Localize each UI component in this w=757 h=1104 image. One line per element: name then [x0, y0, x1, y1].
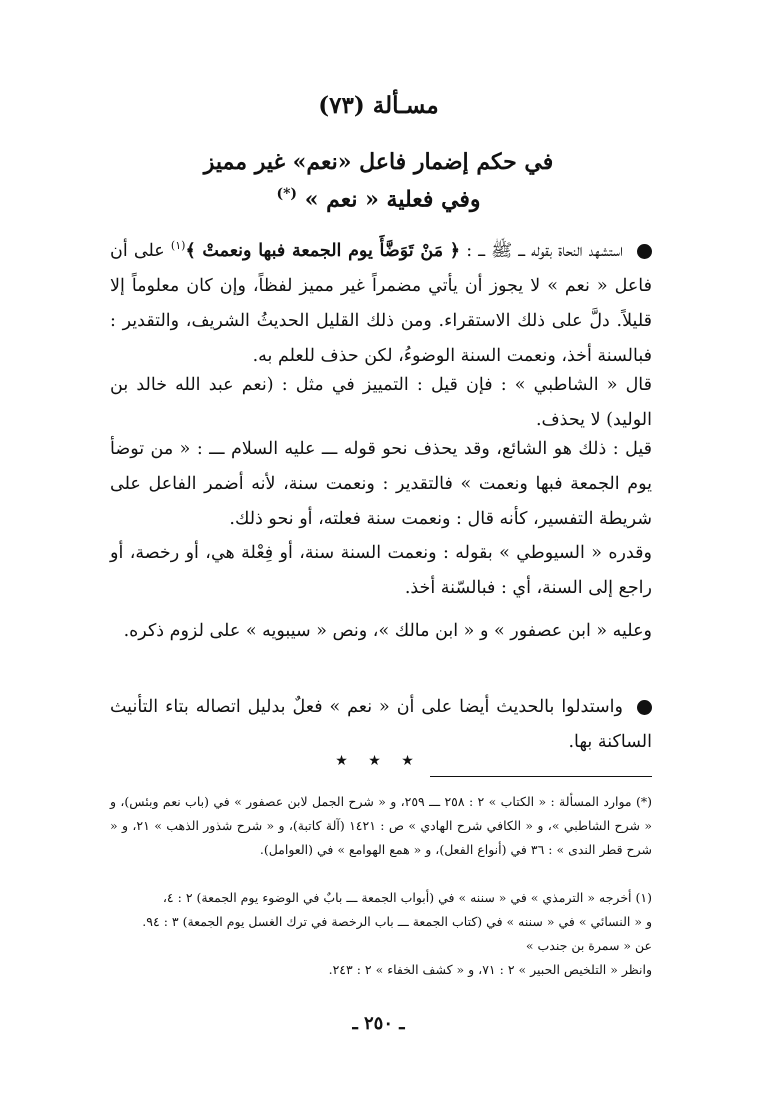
footnote-1-line-4: وانظر « التلخيص الحبير » ٢ : ٧١، و « كشف الخفاء » ٢ : ٢٤٣.: [328, 962, 652, 977]
paragraph-2: قال « الشاطبي » : فإن قيل : التمييز في مثل : (نعم عبد الله خالد بن الوليد) لا يحذف.: [110, 375, 652, 430]
paragraph-3: قيل : ذلك هو الشائع، وقد يحذف نحو قوله ـــ عليه السلام ـــ : « من توضأ يوم الجمعة فبها ونعمت » فالتقدير : ونعمت سنة، لأنه أضمر الفاعل على شريطة التفسير، كأنه قال : ونعمت سنة فعلته، أو نحو ذلك.: [110, 439, 652, 529]
section-separator: ★ ★ ★: [335, 753, 422, 769]
footnote-star-mark: (*): [635, 794, 652, 809]
footnote-1-line-1: [110, 886, 652, 910]
hadith-quote: ﴿ مَنْ تَوَضَّأَ يوم الجمعة فبها ونعمتْ ﴾: [185, 240, 461, 261]
bullet-icon: [637, 700, 652, 715]
paragraph-4: وقدره « السيوطي » بقوله : ونعمت السنة سنة، أو فِعْلة هي، أو رخصة، أو راجع إلى السنة، أي : فبالسّنة أخذ.: [110, 543, 652, 598]
issue-title-line-2: [0, 178, 757, 215]
issue-title-footnote-mark: (*): [276, 186, 298, 202]
paragraph-1-rest: على أن فاعل « نعم » لا يجوز أن يأتي مضمراً غير مميز لفظاً، وإن كان معلوماً إلا قليلاً. دلَّ على ذلك الاستقراء. ومن ذلك القليل الحديثُ الشريف، والتقدير : فبالسنة أخذ، ونعمت السنة الوضوءُ، لكن حذف للعلم به.: [110, 240, 652, 366]
footnote-star: [110, 790, 652, 862]
paragraph-6-text: واستدلوا بالحديث أيضا على أن « نعم » فعلٌ بدليل اتصاله بتاء التأنيث الساكنة بها.: [110, 697, 652, 752]
footnote-1: [110, 886, 652, 982]
issue-title-line-1: في حكم إضمار فاعل «نعم» غير مميز: [203, 149, 554, 175]
paragraph-1: [110, 228, 652, 374]
footnote-1-line-1-text: أخرجه « الترمذي » في « سننه » في (أبواب الجمعة ـــ بابٌ في الوضوء يوم الجمعة) ٢ : ٤،: [162, 890, 632, 905]
issue-title-line-2-text: وفي فعلية « نعم »: [304, 186, 481, 213]
footnote-1-mark: (١): [635, 890, 652, 905]
paragraph-6: [110, 690, 652, 760]
paragraph-1-intro: استشهد النحاة بقوله ـــ ﷺ ـــ :: [460, 240, 624, 261]
issue-number-heading: مسـألة (٧٣): [318, 92, 439, 119]
footnote-1-line-2: و « النسائي » في « سننه » في (كتاب الجمعة ـــ باب الرخصة في ترك الغسل يوم الجمعة) ٣ : ٩٤.: [142, 914, 652, 929]
footnote-ref-1: (١): [170, 239, 186, 252]
bullet-icon: [637, 244, 652, 259]
footnote-divider: [430, 776, 652, 777]
footnote-star-text: موارد المسألة : « الكتاب » ٢ : ٢٥٨ ـــ ٢٥٩، و « شرح الجمل لابن عصفور » في (باب نعم وبئس)، و « شرح الشاطبي »، و « الكافي شرح الهادي » ص : ١٤٢١ (آلة كاتبة)، و « شرح شذور الذهب » ٢١، و « شرح قطر الندى » : ٣٦ في (أنواع الفعل)، و « همع الهوامع » في (العوامل).: [110, 794, 652, 857]
issue-title: [0, 146, 757, 215]
page-number: ـ ٢٥٠ ـ: [352, 1013, 405, 1034]
paragraph-5: وعليه « ابن عصفور » و « ابن مالك »، ونص « سيبويه » على لزوم ذكره.: [123, 621, 652, 641]
footnote-1-line-3: عن « سمرة بن جندب »: [525, 938, 652, 953]
